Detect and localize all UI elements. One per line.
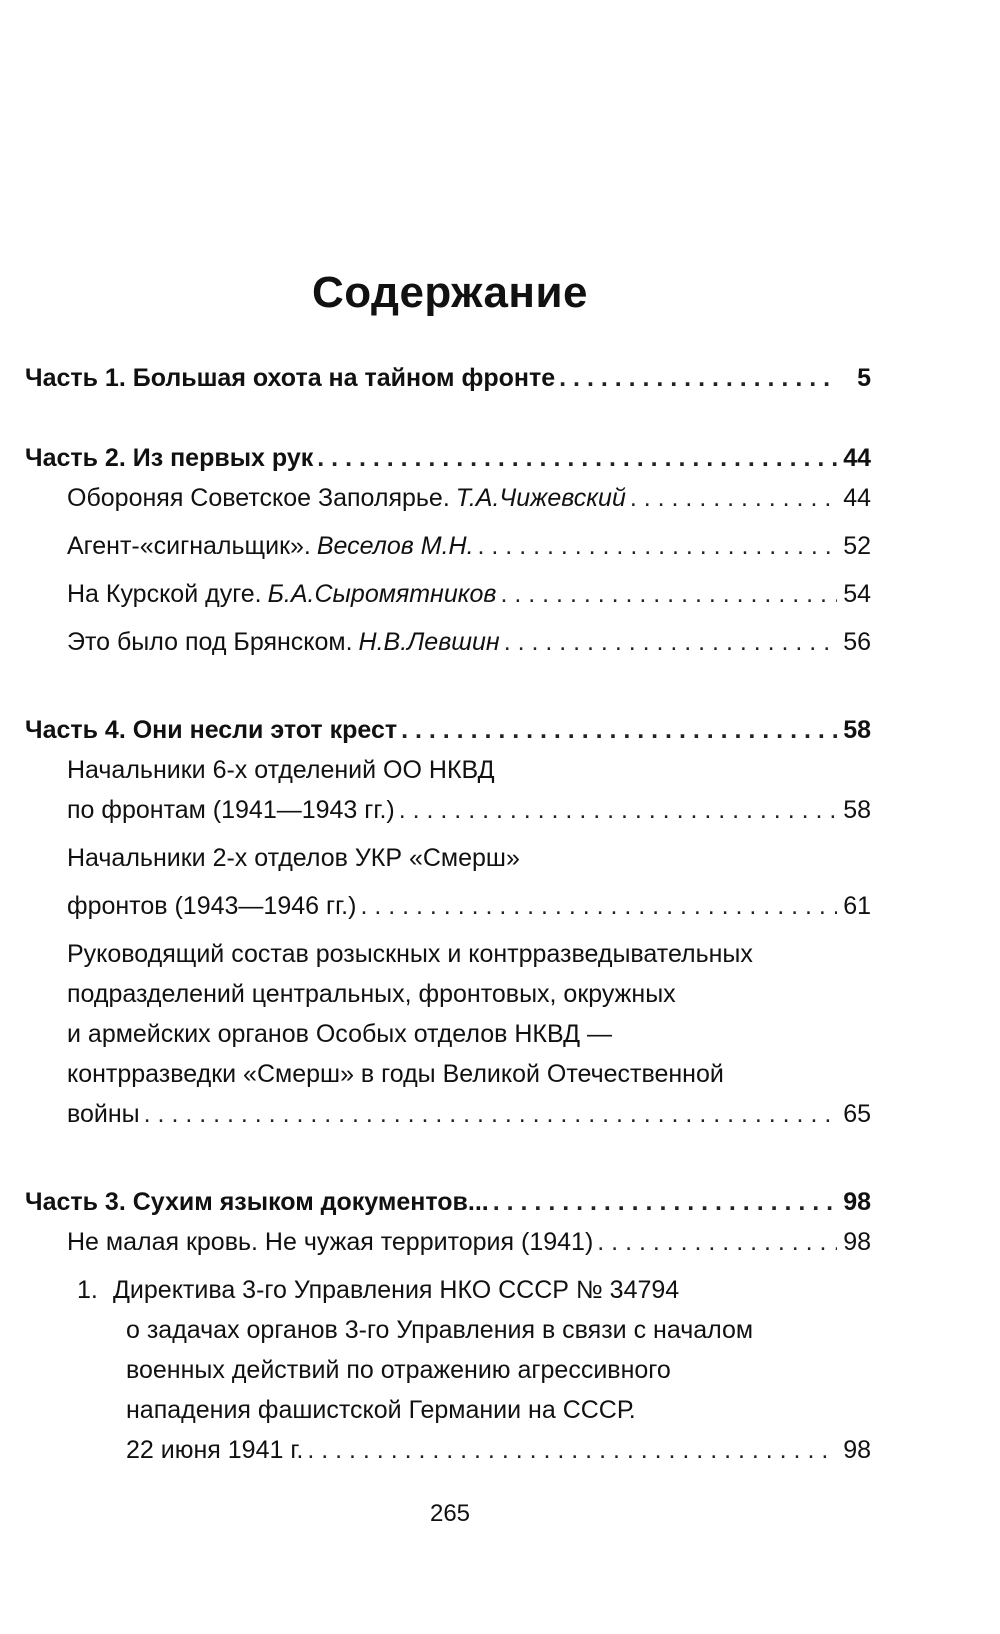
toc-entry-author: Веселов М.Н. xyxy=(316,532,474,560)
toc-entry[interactable] xyxy=(25,1222,871,1262)
toc-entry-line xyxy=(25,1014,871,1054)
dot-leader xyxy=(478,526,837,566)
toc-entry-page: 52 xyxy=(843,532,871,560)
toc-entry-part-1[interactable] xyxy=(25,358,871,398)
toc-entry-line xyxy=(25,1310,871,1350)
toc-entry-title: Часть 4. Они несли этот крест xyxy=(25,716,398,744)
toc-entry-title: На Курской дуге. xyxy=(67,580,262,608)
dot-leader xyxy=(307,1430,837,1470)
dot-leader xyxy=(504,622,837,662)
dot-leader xyxy=(493,1182,837,1222)
dot-leader xyxy=(559,358,837,398)
toc-entry-number: 1. xyxy=(77,1276,98,1304)
toc-entry-title-line: контрразведки «Смерш» в годы Великой Отечественной xyxy=(67,1060,724,1088)
toc-entry-title-line: о задачах органов 3-го Управления в связи с началом xyxy=(126,1316,754,1344)
toc-entry-title: Обороняя Советское Заполярье. xyxy=(67,484,450,512)
toc-entry-page: 54 xyxy=(843,580,871,608)
toc-entry-page: 98 xyxy=(843,1188,871,1216)
toc-entry-author: Т.А.Чижевский xyxy=(455,484,626,512)
toc-entry-title: Агент-«сигнальщик». xyxy=(67,532,311,560)
toc-entry-page: 58 xyxy=(843,716,871,744)
toc-entry[interactable] xyxy=(25,1430,871,1470)
toc-entry-line xyxy=(25,1350,871,1390)
toc-entry-page: 44 xyxy=(843,484,871,512)
toc-entry-line xyxy=(25,1054,871,1094)
toc-entry-page: 61 xyxy=(843,892,871,920)
toc-entry-page: 98 xyxy=(843,1436,871,1464)
toc-entry-title-line: военных действий по отражению агрессивного xyxy=(126,1356,671,1384)
toc-entry-title-line: 22 июня 1941 г. xyxy=(126,1436,304,1464)
toc-entry-page: 5 xyxy=(857,364,871,392)
dot-leader xyxy=(500,574,837,614)
toc-entry-title-line: по фронтам (1941—1943 гг.) xyxy=(67,796,395,824)
page-title: Содержание xyxy=(311,268,589,317)
toc-entry[interactable] xyxy=(25,886,871,926)
toc-entry[interactable] xyxy=(25,790,871,830)
toc-entry-title-line: подразделений центральных, фронтовых, окружных xyxy=(67,980,676,1008)
dot-leader xyxy=(360,886,837,926)
dot-leader xyxy=(630,478,837,518)
toc-entry-title-line: фронтов (1943—1946 гг.) xyxy=(67,892,357,920)
toc-entry-title-line: Руководящий состав розыскных и контрразведывательных xyxy=(67,940,753,968)
page-number: 265 xyxy=(429,1500,471,1527)
toc-entry-page: 98 xyxy=(843,1228,871,1256)
toc-entry-title: Часть 2. Из первых рук xyxy=(25,444,314,472)
toc-entry[interactable] xyxy=(25,574,871,614)
toc-entry-title-line: войны xyxy=(67,1100,140,1128)
toc-entry-page: 58 xyxy=(843,796,871,824)
toc-entry-title: Часть 3. Сухим языком документов... xyxy=(25,1188,489,1216)
toc-entry-title-line: Начальники 2-х отделов УКР «Смерш» xyxy=(67,844,520,872)
toc-entry-line xyxy=(25,1270,871,1310)
dot-leader xyxy=(597,1222,837,1262)
toc-entry-title-line: Начальники 6-х отделений ОО НКВД xyxy=(67,756,495,784)
toc-entry[interactable] xyxy=(25,1094,871,1134)
toc-entry-title: Это было под Брянском. xyxy=(67,628,353,656)
toc-entry-title-line: нападения фашистской Германии на СССР. xyxy=(126,1396,636,1424)
dot-leader xyxy=(401,710,837,750)
toc-entry-part-2[interactable] xyxy=(25,438,871,478)
toc-entry-line xyxy=(25,934,871,974)
toc-entry-author: Н.В.Левшин xyxy=(358,628,500,656)
toc-entry-title: Часть 1. Большая охота на тайном фронте xyxy=(25,364,556,392)
toc-entry-line xyxy=(25,838,871,878)
dot-leader xyxy=(317,438,837,478)
toc-entry-title-line: и армейских органов Особых отделов НКВД — xyxy=(67,1020,612,1048)
toc-entry-line xyxy=(25,1390,871,1430)
toc-entry-page: 44 xyxy=(843,444,871,472)
toc-entry-part-4[interactable] xyxy=(25,710,871,750)
toc-entry-author: Б.А.Сыромятников xyxy=(267,580,497,608)
toc-entry-page: 56 xyxy=(843,628,871,656)
toc-entry[interactable] xyxy=(25,622,871,662)
dot-leader xyxy=(399,790,837,830)
toc-entry[interactable] xyxy=(25,478,871,518)
toc-entry-title: Не малая кровь. Не чужая территория (1941) xyxy=(67,1228,594,1256)
toc-entry-page: 65 xyxy=(843,1100,871,1128)
toc-entry-part-3[interactable] xyxy=(25,1182,871,1222)
toc-entry[interactable] xyxy=(25,526,871,566)
toc-entry-title-line: Директива 3-го Управления НКО СССР № 34794 xyxy=(113,1276,680,1304)
dot-leader xyxy=(144,1094,837,1134)
toc-entry-line xyxy=(25,750,871,790)
toc-entry-line xyxy=(25,974,871,1014)
